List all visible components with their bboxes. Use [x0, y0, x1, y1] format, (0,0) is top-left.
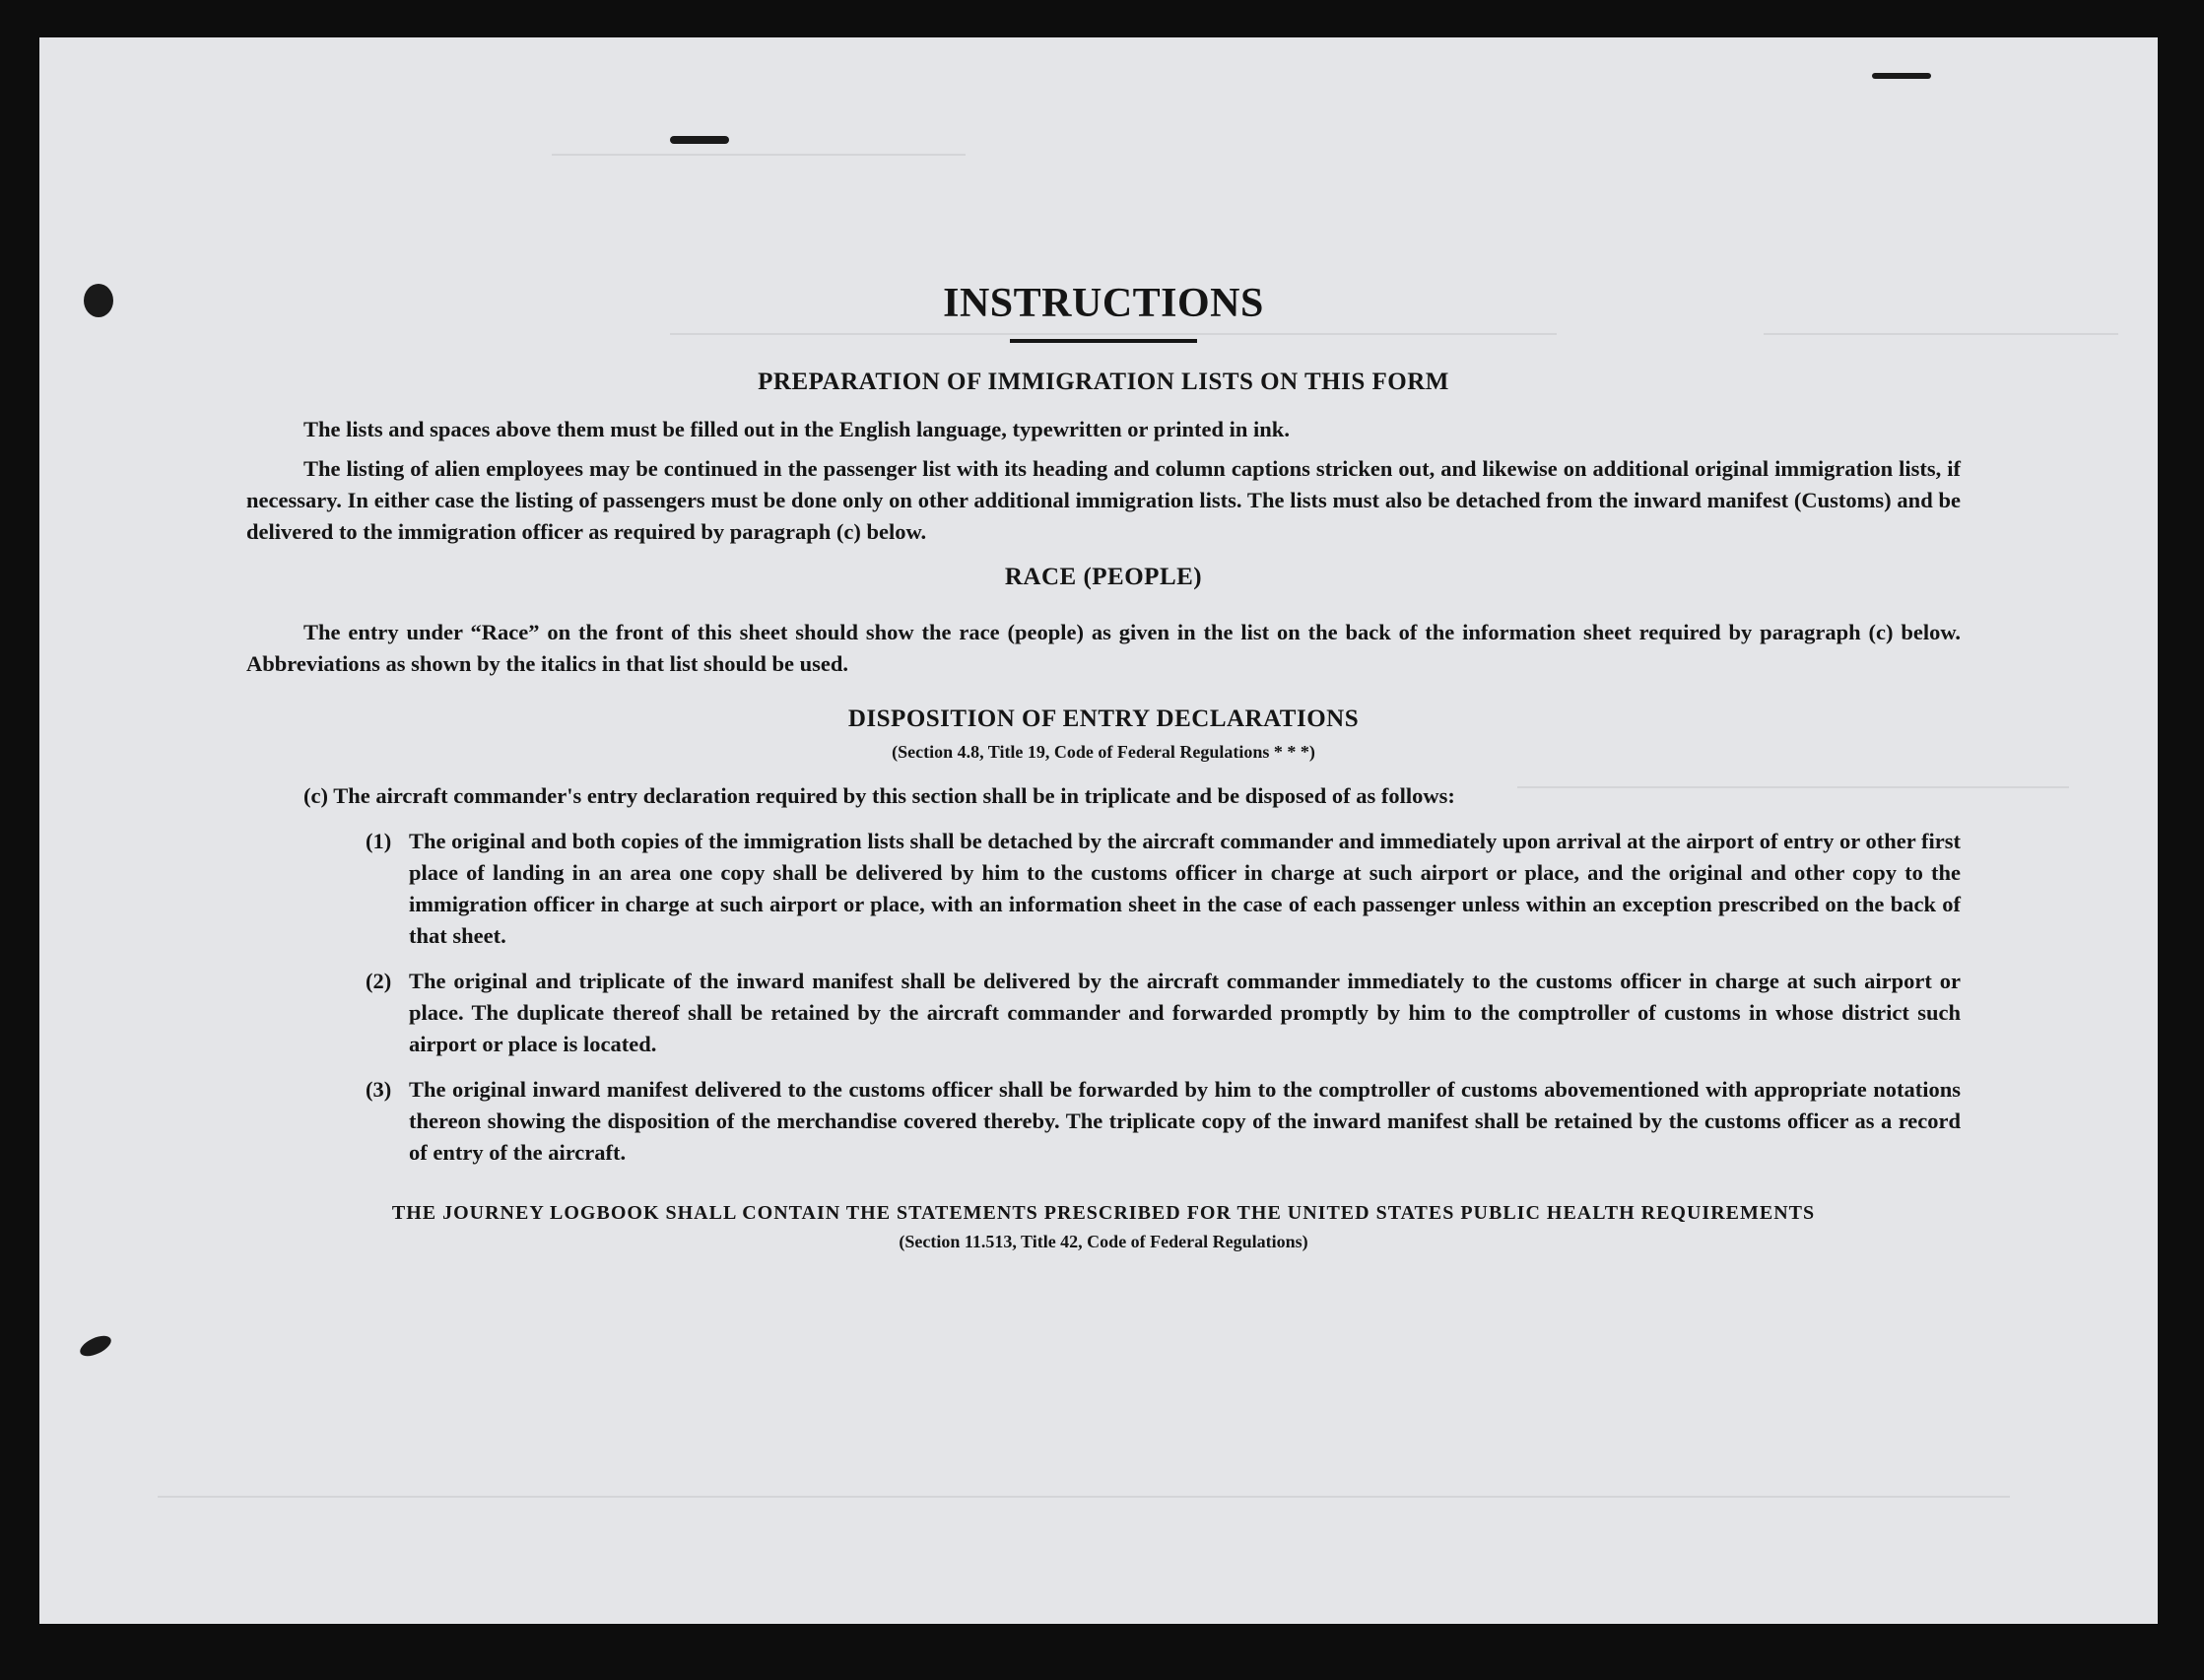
ink-blot — [77, 1332, 114, 1361]
paragraph: The listing of alien employees may be continued in the passenger list with its heading and column captions stricken out, and likewise on additional original immigration lists, if necessary. In either case the listing of passengers must be done only on other additional immigration lists. The lists must also be detached from the inward manifest (Customs) and be delivered to the immigration officer as required by paragraph (c) below. — [246, 456, 1961, 544]
footer-heading: THE JOURNEY LOGBOOK SHALL CONTAIN THE STATEMENTS PRESCRIBED FOR THE UNITED STATES PUBLIC HEALTH REQUIREMENTS — [391, 1202, 1816, 1224]
footer-citation: (Section 11.513, Title 42, Code of Federal Regulations) — [899, 1232, 1308, 1251]
page-title: INSTRUCTIONS — [943, 281, 1264, 326]
section-heading-preparation: PREPARATION OF IMMIGRATION LISTS ON THIS FORM — [758, 369, 1449, 395]
section-heading-disposition: DISPOSITION OF ENTRY DECLARATIONS — [847, 706, 1360, 732]
list-item-number: (2) — [366, 969, 392, 993]
list-item — [366, 1074, 1961, 1169]
section-heading-race: RACE (PEOPLE) — [1004, 564, 1203, 590]
section-citation: (Section 4.8, Title 19, Code of Federal Regulations * * *) — [892, 742, 1315, 762]
list-item-text: The original inward manifest delivered to the customs officer shall be forwarded by him to the comptroller of customs abovementioned with appropriate notations thereon showing the disposition of the merchandise covered thereby. The triplicate copy of the inward manifest shall be retained by the customs officer as a record of entry of the aircraft. — [409, 1077, 1961, 1165]
paragraph: The lists and spaces above them must be filled out in the English language, typewritten or printed in ink. — [303, 417, 1290, 441]
title-underline — [1010, 339, 1197, 343]
bleed-through-mark — [158, 1496, 2010, 1498]
ink-mark — [1872, 73, 1931, 79]
paragraph-c-intro: (c) The aircraft commander's entry declaration required by this section shall be in triplicate and be disposed of as follows: — [303, 783, 1455, 808]
list-item-number: (1) — [366, 829, 392, 853]
ink-blot — [84, 284, 113, 317]
list-item — [366, 826, 1961, 952]
bleed-through-mark — [552, 154, 966, 156]
ink-mark — [670, 136, 729, 144]
list-item — [366, 966, 1961, 1060]
document-page — [39, 37, 2158, 1624]
list-item-text: The original and both copies of the immigration lists shall be detached by the aircraft commander and immediately upon arrival at the airport of entry or other first place of landing in an area one copy shall be delivered by him to the customs officer in charge at such airport or place, and the original and other copy to the immigration officer in charge at such airport or place, with an information sheet in the case of each passenger unless within an exception prescribed on the back of that sheet. — [409, 829, 1961, 948]
list-item-number: (3) — [366, 1077, 392, 1102]
paragraph: The entry under “Race” on the front of this sheet should show the race (people) as given in the list on the back of the information sheet required by paragraph (c) below. Abbreviations as shown by the italics in that list should be used. — [246, 620, 1961, 676]
list-item-text: The original and triplicate of the inward manifest shall be delivered by the aircraft commander immediately to the customs officer in charge at such airport or place. The duplicate thereof shall be retained by the aircraft commander and forwarded promptly by him to the comptroller of customs in whose district such airport or place is located. — [409, 969, 1961, 1056]
instructions-content — [246, 274, 1961, 1255]
